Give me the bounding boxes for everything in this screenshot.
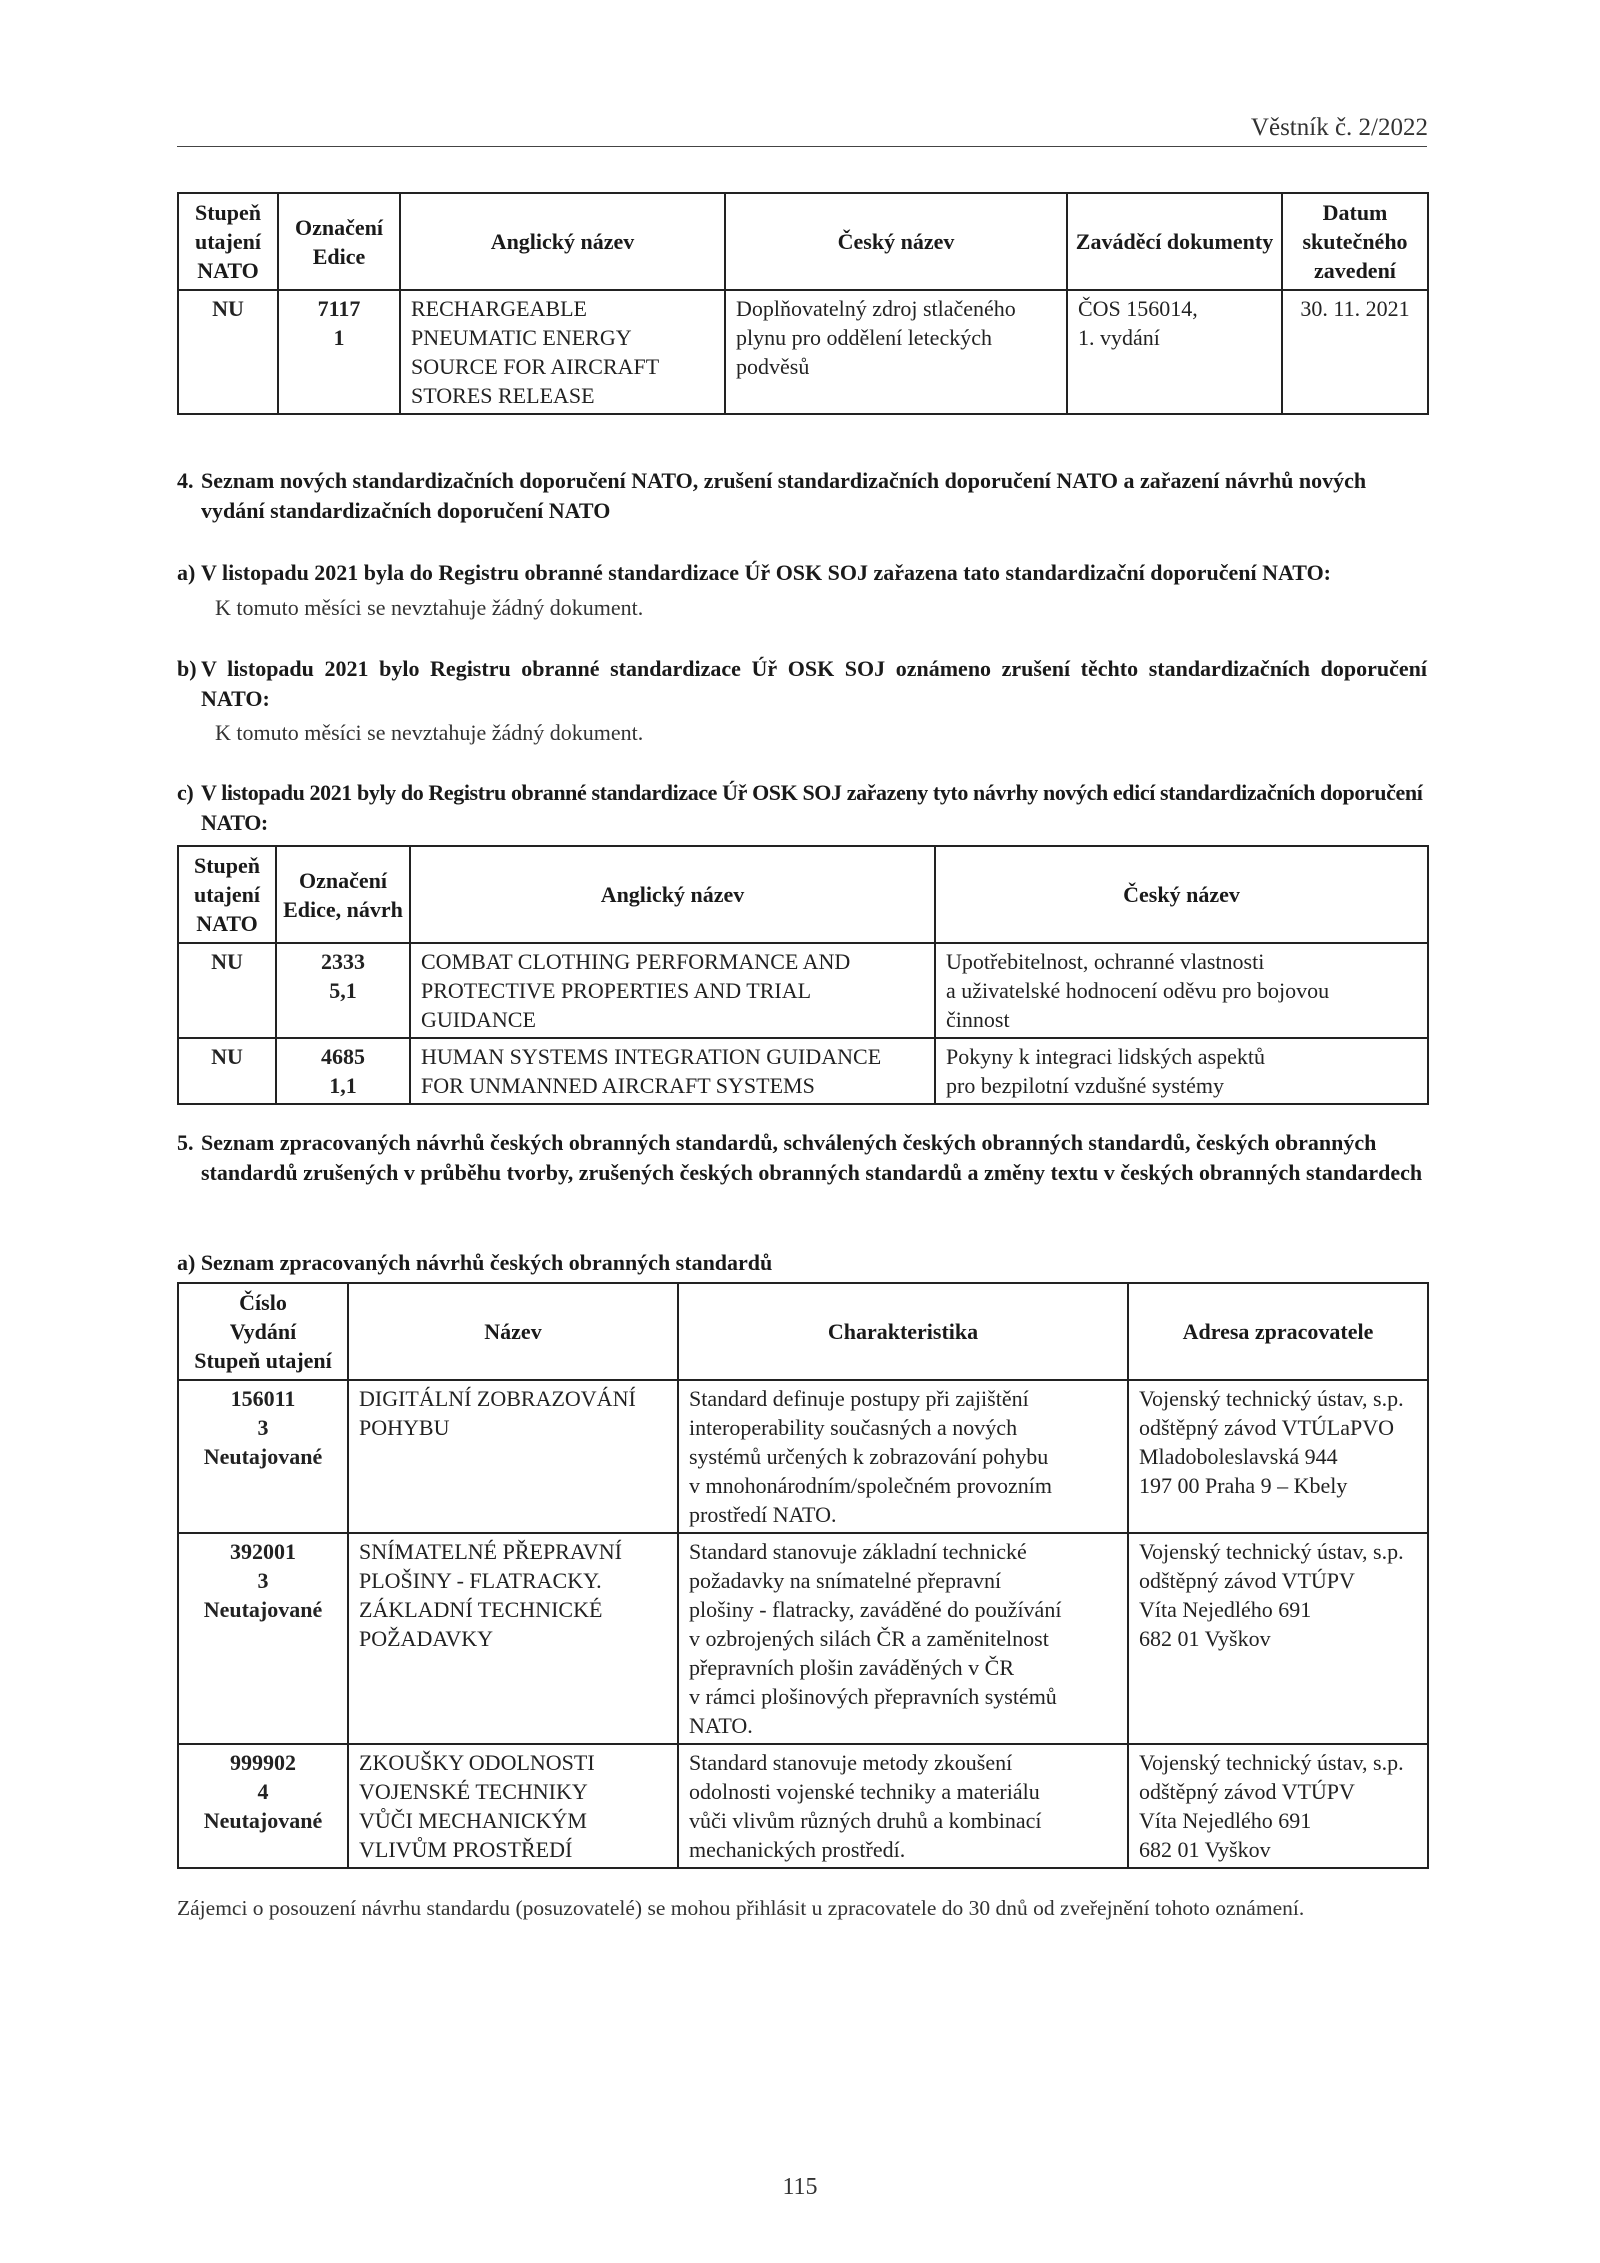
page-number: 115 bbox=[782, 2174, 818, 2200]
date-cell: 30. 11. 2021 bbox=[1282, 290, 1428, 414]
column-header: Název bbox=[348, 1283, 678, 1380]
designation-cell: 4685 1,1 bbox=[276, 1038, 410, 1104]
section-title: Seznam nových standardizačních doporučení NATO, zrušení standardizačních doporučení NATO a zařazení návrhů nových vydání standardizačních doporučení NATO bbox=[201, 468, 1367, 523]
classification-cell: NU bbox=[178, 290, 278, 414]
table-row bbox=[178, 943, 1428, 1038]
item-b-note: K tomuto měsíci se nevztahuje žádný dokument. bbox=[215, 720, 644, 745]
column-header: Stupeň utajení NATO bbox=[178, 193, 278, 290]
czech-title-cell: Pokyny k integraci lidských aspektů pro bezpilotní vzdušné systémy bbox=[935, 1038, 1428, 1104]
number-cell: 999902 4 Neutajované bbox=[178, 1744, 348, 1868]
item-text: V listopadu 2021 byla do Registru obranné standardizace Úř OSK SOJ zařazena tato standardizační doporučení NATO: bbox=[201, 560, 1332, 585]
item-label: a) bbox=[177, 560, 196, 585]
description-cell: Standard stanovuje metody zkoušení odolnosti vojenské techniky a materiálu vůči vlivům různých druhů a kombinací mechanických prostředí. bbox=[678, 1744, 1128, 1868]
title-cell: DIGITÁLNÍ ZOBRAZOVÁNÍ POHYBU bbox=[348, 1380, 678, 1533]
section-number: 5. bbox=[177, 1130, 194, 1155]
classification-cell: NU bbox=[178, 943, 276, 1038]
table-row bbox=[178, 1038, 1428, 1104]
address-cell: Vojenský technický ústav, s.p. odštěpný závod VTÚPV Víta Nejedlého 691 682 01 Vyškov bbox=[1128, 1533, 1428, 1744]
description-cell: Standard stanovuje základní technické požadavky na snímatelné přepravní plošiny - flatracky, zaváděné do používání v ozbrojených silách ČR a zaměnitelnost přepravních plošin zaváděných v ČR v rámci plošinových přepravních systémů NATO. bbox=[678, 1533, 1128, 1744]
item-a-note: K tomuto měsíci se nevztahuje žádný dokument. bbox=[215, 595, 644, 620]
table-header-row bbox=[178, 193, 1428, 290]
column-header: Adresa zpracovatele bbox=[1128, 1283, 1428, 1380]
table-header-row bbox=[178, 1283, 1428, 1380]
designation-cell: 2333 5,1 bbox=[276, 943, 410, 1038]
column-header: Označení Edice bbox=[278, 193, 400, 290]
title-cell: ZKOUŠKY ODOLNOSTI VOJENSKÉ TECHNIKY VŮČI MECHANICKÝM VLIVŮM PROSTŘEDÍ bbox=[348, 1744, 678, 1868]
column-header: Číslo Vydání Stupeň utajení bbox=[178, 1283, 348, 1380]
title-cell: SNÍMATELNÉ PŘEPRAVNÍ PLOŠINY - FLATRACKY. ZÁKLADNÍ TECHNICKÉ POŽADAVKY bbox=[348, 1533, 678, 1744]
address-cell: Vojenský technický ústav, s.p. odštěpný závod VTÚLaPVO Mladoboleslavská 944 197 00 Praha 9 – Kbely bbox=[1128, 1380, 1428, 1533]
table-row bbox=[178, 1380, 1428, 1533]
item-b bbox=[177, 654, 1427, 714]
header-divider bbox=[177, 146, 1427, 147]
item-c bbox=[177, 778, 1427, 838]
standards-table-2 bbox=[177, 845, 1429, 1105]
column-header: Český název bbox=[725, 193, 1067, 290]
implementing-docs-cell: ČOS 156014, 1. vydání bbox=[1067, 290, 1282, 414]
column-header: Označení Edice, návrh bbox=[276, 846, 410, 943]
column-header: Český název bbox=[935, 846, 1428, 943]
czech-standards-table bbox=[177, 1282, 1429, 1869]
item-text: V listopadu 2021 bylo Registru obranné standardizace Úř OSK SOJ oznámeno zrušení těchto standardizačních doporučení NATO: bbox=[201, 656, 1427, 711]
column-header: Anglický název bbox=[400, 193, 725, 290]
czech-title-cell: Doplňovatelný zdroj stlačeného plynu pro oddělení leteckých podvěsů bbox=[725, 290, 1067, 414]
column-header: Charakteristika bbox=[678, 1283, 1128, 1380]
designation-cell: 7117 1 bbox=[278, 290, 400, 414]
section-5-heading bbox=[177, 1128, 1427, 1188]
english-title-cell: RECHARGEABLE PNEUMATIC ENERGY SOURCE FOR AIRCRAFT STORES RELEASE bbox=[400, 290, 725, 414]
classification-cell: NU bbox=[178, 1038, 276, 1104]
item-label: b) bbox=[177, 656, 197, 681]
item-label: c) bbox=[177, 780, 194, 805]
standards-table-1 bbox=[177, 192, 1429, 415]
section-5a-heading: a) Seznam zpracovaných návrhů českých obranných standardů bbox=[177, 1250, 773, 1275]
item-a bbox=[177, 558, 1427, 588]
table-row bbox=[178, 1533, 1428, 1744]
table-header-row bbox=[178, 846, 1428, 943]
number-cell: 156011 3 Neutajované bbox=[178, 1380, 348, 1533]
section-number: 4. bbox=[177, 468, 194, 493]
column-header: Anglický název bbox=[410, 846, 935, 943]
table-row bbox=[178, 1744, 1428, 1868]
section-4-heading bbox=[177, 466, 1427, 526]
english-title-cell: COMBAT CLOTHING PERFORMANCE AND PROTECTIVE PROPERTIES AND TRIAL GUIDANCE bbox=[410, 943, 935, 1038]
number-cell: 392001 3 Neutajované bbox=[178, 1533, 348, 1744]
column-header: Zaváděcí dokumenty bbox=[1067, 193, 1282, 290]
column-header: Stupeň utajení NATO bbox=[178, 846, 276, 943]
journal-title: Věstník č. 2/2022 bbox=[1250, 114, 1428, 141]
english-title-cell: HUMAN SYSTEMS INTEGRATION GUIDANCE FOR UNMANNED AIRCRAFT SYSTEMS bbox=[410, 1038, 935, 1104]
item-text: V listopadu 2021 byly do Registru obranné standardizace Úř OSK SOJ zařazeny tyto návrhy nových edicí standardizačních doporučení NATO: bbox=[201, 780, 1423, 835]
section-title: Seznam zpracovaných návrhů českých obranných standardů, schválených českých obranných standardů, českých obranných standardů zrušených v průběhu tvorby, zrušených českých obranných standardů a změny textu v českých obranných standardech bbox=[201, 1130, 1423, 1185]
footer-note: Zájemci o posouzení návrhu standardu (posuzovatelé) se mohou přihlásit u zpracovatele do 30 dnů od zveřejnění tohoto oznámení. bbox=[177, 1896, 1305, 1920]
czech-title-cell: Upotřebitelnost, ochranné vlastnosti a uživatelské hodnocení oděvu pro bojovou činnost bbox=[935, 943, 1428, 1038]
table-row bbox=[178, 290, 1428, 414]
description-cell: Standard definuje postupy při zajištění interoperability současných a nových systémů určených k zobrazování pohybu v mnohonárodním/společném provozním prostředí NATO. bbox=[678, 1380, 1128, 1533]
address-cell: Vojenský technický ústav, s.p. odštěpný závod VTÚPV Víta Nejedlého 691 682 01 Vyškov bbox=[1128, 1744, 1428, 1868]
column-header: Datum skutečného zavedení bbox=[1282, 193, 1428, 290]
